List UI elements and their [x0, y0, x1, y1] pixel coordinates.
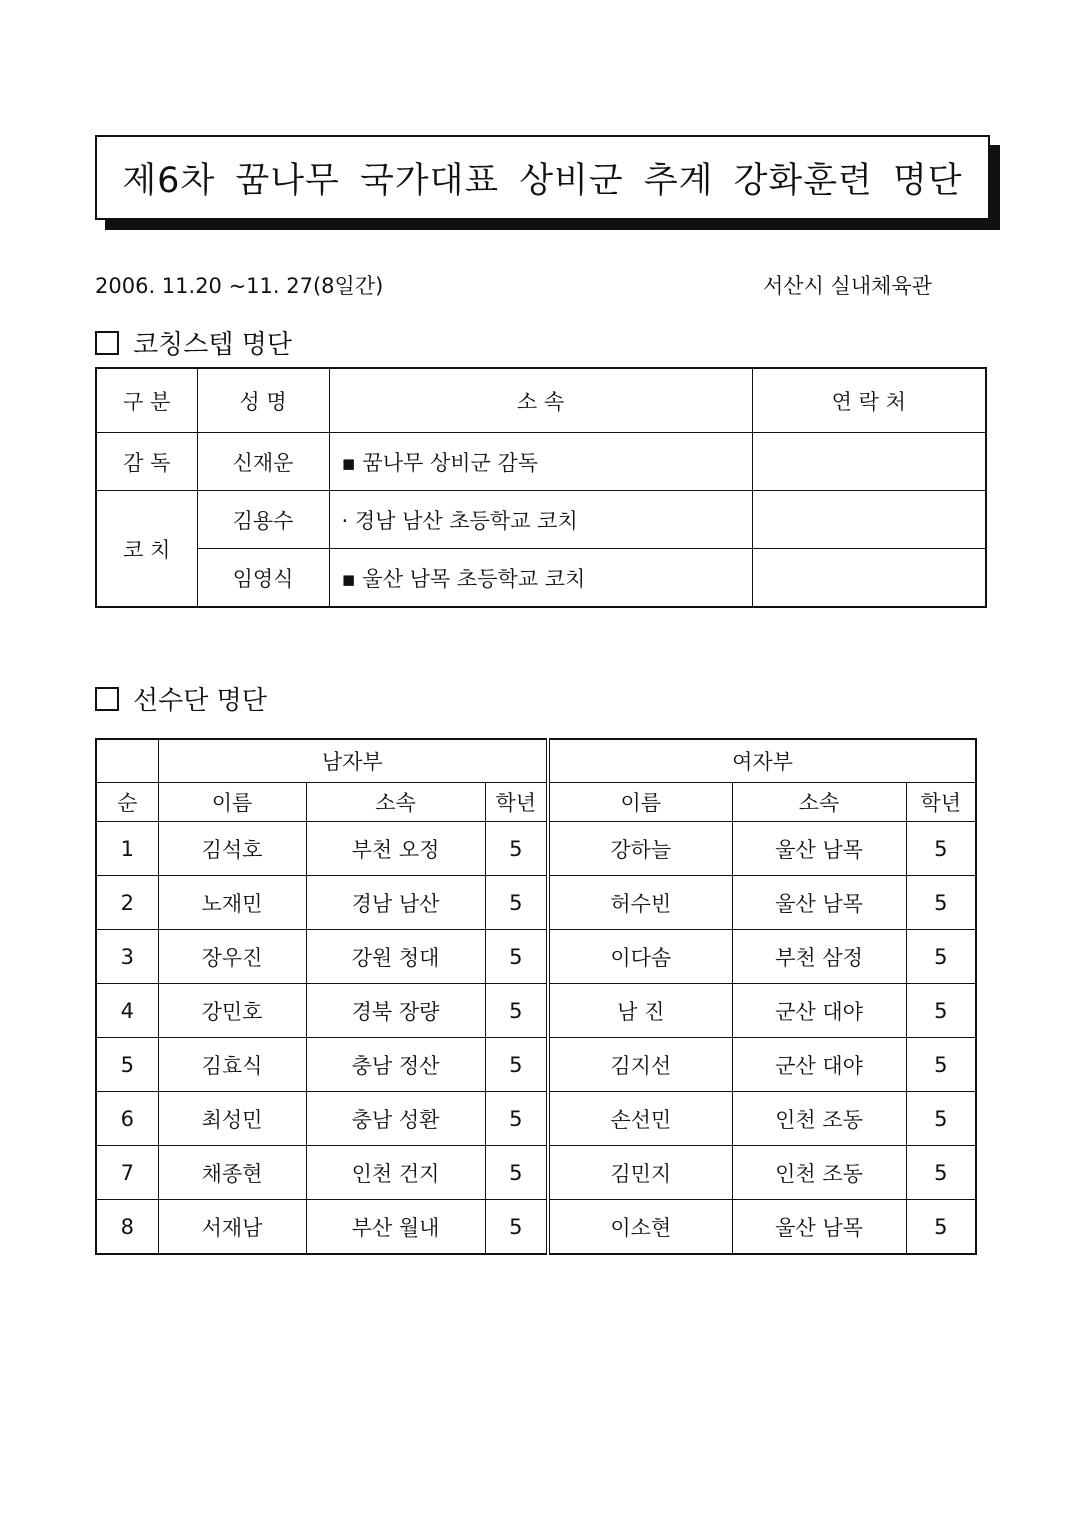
- player-row: [96, 984, 976, 1038]
- staff-row: [96, 491, 986, 549]
- header-boys-name: 이름: [158, 783, 306, 822]
- column-header-row: [96, 783, 976, 822]
- cell-girl-affiliation: 부천 삼정: [732, 930, 906, 984]
- cell-girl-grade: 5: [906, 930, 976, 984]
- cell-girl-grade: 5: [906, 1038, 976, 1092]
- cell-boy-affiliation: 부천 오정: [306, 822, 485, 876]
- role-coach: 코 치: [96, 491, 197, 608]
- staff-row: [96, 549, 986, 608]
- cell-girl-name: 김민지: [548, 1146, 732, 1200]
- cell-girl-name: 허수빈: [548, 876, 732, 930]
- player-section-heading: [95, 680, 267, 717]
- player-row: [96, 876, 976, 930]
- header-order: 순: [96, 783, 158, 822]
- cell-order: 6: [96, 1092, 158, 1146]
- header-girls-grade: 학년: [906, 783, 976, 822]
- staff-contact: [752, 433, 986, 491]
- cell-boy-affiliation: 경북 장량: [306, 984, 485, 1038]
- page-title: 제6차 꿈나무 국가대표 상비군 추계 강화훈련 명단: [95, 135, 990, 220]
- cell-boy-name: 최성민: [158, 1092, 306, 1146]
- staff-table: [95, 367, 987, 608]
- cell-boy-affiliation: 강원 청대: [306, 930, 485, 984]
- header-category: 구 분: [96, 368, 197, 433]
- staff-affiliation: · 경남 남산 초등학교 코치: [329, 491, 752, 549]
- cell-boy-grade: 5: [485, 1038, 548, 1092]
- cell-girl-grade: 5: [906, 1092, 976, 1146]
- cell-boy-name: 채종현: [158, 1146, 306, 1200]
- cell-girl-name: 손선민: [548, 1092, 732, 1146]
- header-affiliation: 소 속: [329, 368, 752, 433]
- player-row: [96, 822, 976, 876]
- player-row: [96, 1200, 976, 1255]
- player-heading-text: 선수단 명단: [133, 686, 267, 716]
- role-director: 감 독: [96, 433, 197, 491]
- group-boys: 남자부: [158, 739, 548, 783]
- player-row: [96, 1038, 976, 1092]
- cell-order: 8: [96, 1200, 158, 1255]
- cell-boy-affiliation: 경남 남산: [306, 876, 485, 930]
- cell-order: 1: [96, 822, 158, 876]
- group-header-row: [96, 739, 976, 783]
- cell-boy-name: 김효식: [158, 1038, 306, 1092]
- cell-girl-grade: 5: [906, 1146, 976, 1200]
- cell-girl-affiliation: 군산 대야: [732, 1038, 906, 1092]
- cell-boy-name: 서재남: [158, 1200, 306, 1255]
- cell-boy-name: 노재민: [158, 876, 306, 930]
- cell-order: 5: [96, 1038, 158, 1092]
- header-girls-name: 이름: [548, 783, 732, 822]
- player-row: [96, 1092, 976, 1146]
- staff-contact: [752, 491, 986, 549]
- staff-contact: [752, 549, 986, 608]
- cell-girl-grade: 5: [906, 876, 976, 930]
- staff-heading-text: 코칭스텝 명단: [133, 330, 292, 360]
- cell-girl-affiliation: 울산 남목: [732, 822, 906, 876]
- staff-affiliation: ▪ 울산 남목 초등학교 코치: [329, 549, 752, 608]
- staff-section-heading: [95, 324, 292, 361]
- cell-boy-grade: 5: [485, 930, 548, 984]
- cell-girl-name: 남 진: [548, 984, 732, 1038]
- staff-name: 임영식: [197, 549, 329, 608]
- cell-girl-affiliation: 울산 남목: [732, 876, 906, 930]
- cell-girl-affiliation: 인천 조동: [732, 1092, 906, 1146]
- cell-girl-affiliation: 인천 조동: [732, 1146, 906, 1200]
- cell-boy-grade: 5: [485, 1146, 548, 1200]
- cell-girl-name: 이다솜: [548, 930, 732, 984]
- cell-girl-name: 강하늘: [548, 822, 732, 876]
- group-girls: 여자부: [548, 739, 976, 783]
- cell-girl-affiliation: 군산 대야: [732, 984, 906, 1038]
- cell-boy-affiliation: 충남 정산: [306, 1038, 485, 1092]
- cell-boy-name: 김석호: [158, 822, 306, 876]
- training-venue: 서산시 실내체육관: [763, 274, 932, 298]
- header-contact: 연 락 처: [752, 368, 986, 433]
- cell-boy-affiliation: 부산 월내: [306, 1200, 485, 1255]
- cell-boy-affiliation: 충남 성환: [306, 1092, 485, 1146]
- cell-boy-affiliation: 인천 건지: [306, 1146, 485, 1200]
- cell-order: 4: [96, 984, 158, 1038]
- player-row: [96, 930, 976, 984]
- title-frame: [95, 135, 990, 220]
- cell-girl-affiliation: 울산 남목: [732, 1200, 906, 1255]
- training-period: 2006. 11.20 ~11. 27(8일간): [95, 274, 384, 298]
- cell-girl-grade: 5: [906, 822, 976, 876]
- cell-boy-grade: 5: [485, 822, 548, 876]
- header-boys-affiliation: 소속: [306, 783, 485, 822]
- group-blank: [96, 739, 158, 783]
- staff-name: 신재운: [197, 433, 329, 491]
- checkbox-square-icon: [95, 687, 119, 711]
- player-row: [96, 1146, 976, 1200]
- header-girls-affiliation: 소속: [732, 783, 906, 822]
- cell-order: 2: [96, 876, 158, 930]
- cell-boy-name: 강민호: [158, 984, 306, 1038]
- player-table: [95, 738, 977, 1255]
- cell-order: 7: [96, 1146, 158, 1200]
- staff-affiliation: ▪ 꿈나무 상비군 감독: [329, 433, 752, 491]
- header-boys-grade: 학년: [485, 783, 548, 822]
- cell-girl-grade: 5: [906, 984, 976, 1038]
- player-rows: [96, 822, 976, 1255]
- staff-header-row: [96, 368, 986, 433]
- cell-boy-grade: 5: [485, 876, 548, 930]
- cell-girl-name: 김지선: [548, 1038, 732, 1092]
- staff-name: 김용수: [197, 491, 329, 549]
- cell-boy-grade: 5: [485, 1200, 548, 1255]
- cell-boy-grade: 5: [485, 984, 548, 1038]
- cell-girl-name: 이소현: [548, 1200, 732, 1255]
- cell-order: 3: [96, 930, 158, 984]
- staff-row: [96, 433, 986, 491]
- cell-boy-name: 장우진: [158, 930, 306, 984]
- header-name: 성 명: [197, 368, 329, 433]
- cell-boy-grade: 5: [485, 1092, 548, 1146]
- checkbox-square-icon: [95, 331, 119, 355]
- cell-girl-grade: 5: [906, 1200, 976, 1255]
